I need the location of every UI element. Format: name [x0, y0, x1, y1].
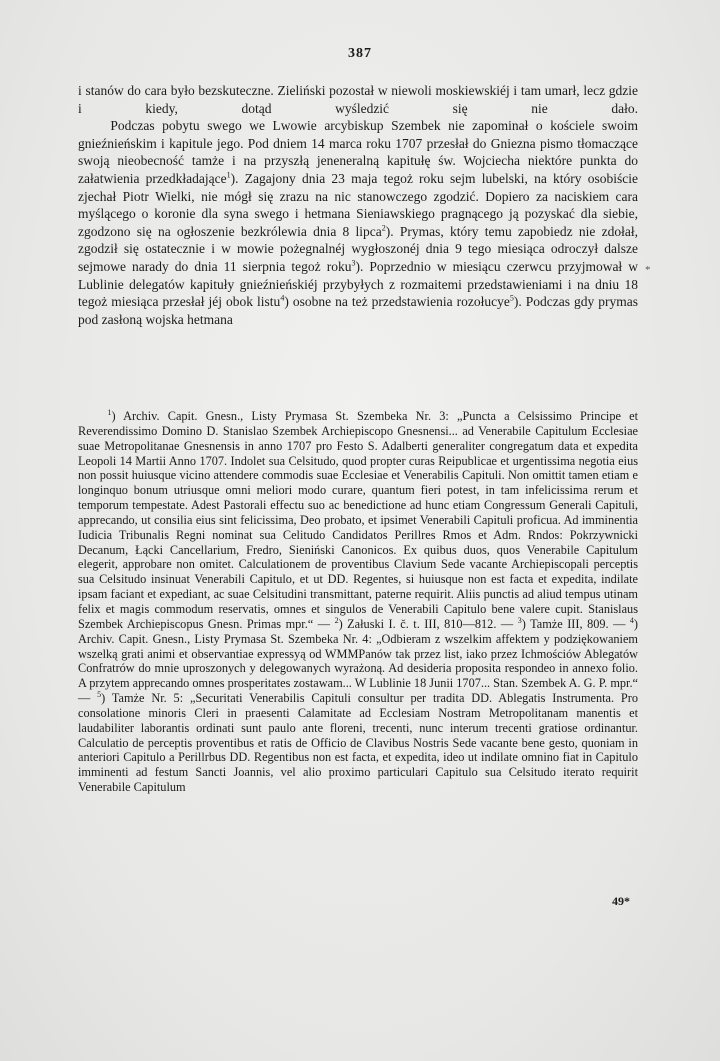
- footnote-2-mark: 2: [334, 615, 339, 625]
- footnote-5-text: ) Tamże Nr. 5: „Securitati Venerabilis Capituli consultur per tradita DD. Ablegatis Instrumenta. Pro consolatione minoris Cleri in praesenti Calamitate ad Ecclesiam Nostram Metropolitanam manentis et laudabiliter laborantis ordinati sunt paulo ante floreni, trecenti, nunc interum trecenti gratiose ordinantur. Calculatio de perceptis proventibus et ratis de Officio de Clavibus Nostris Sede vacante bene gesto, quoniam in anteriori Capitulo a Perillrbus DD. Regentibus non est facta, et expedita, ideo ut indilate omnino fiat in Capitulo imminenti ad festum Sancti Joannis, vel alio proximo particulari Capitulo sua Celsitudo iterato requirit Venerabile Capitulum: [78, 691, 638, 795]
- main-paragraph-2-part-f: ). Podczas gdy prymas pod zasłoną wojska hetmana: [78, 294, 638, 327]
- footnote-1-text: ) Archiv. Capit. Gnesn., Listy Prymasa St. Szembeka Nr. 3: „Puncta a Celsissimo Principe et Reverendissimo Domino D. Stanislao Szembek Archiepiscopo Gnesnensi... ad Venerabile Capitulum Ecclesiae suae Metropolitanae Gnesnensis in anno 1707 pro Festo S. Adalberti generaliter congregatum data et expedita Leopoli 14 Martii Anno 1707. Indolet sua Celsitudo, quod propter curas Reipublicae et urgentissima negotia eius non possit huiusque vicino attendere commodis suae Ecclesiae et Venerabilis Capituli. Non omittit tamen etiam e longinquo bonum utriusque omni meliori modo curare, quantum fieri potest, in tam infelicissima rerum et temporum tempestate. Adest Pastorali effectu suo ac benedictione ad hunc etiam Congressum Generali Capituli, apprecando, ut consilia eius sint felicissima, Deo probato, et ipsimet Venerabili Capituli proficua. Ad imminentia Iudicia Tribunalis Regni nominat sua Celitudo Candidatos Perillres Rmos et Adm. Rndos: Pokrzywnicki Decanum, Łącki Cancellarium, Fredro, Sieniński Canonicos. Ex quibus duos, quos Venerabile Capitulum elegerit, approbare non omitet. Calculationem de proventibus Clavium Sede vacante Archiepiscopali perceptis sua Celsitudo insinuat Venerabili Capitulo, et ut DD. Regentes, si huiusque non est facta et expedita, indilate ipsam faciant et expediant, ac suae Celsitudini transmittant, paterne requirit. Aliis punctis ad aliud tempus utinam felix et magis commodum reservatis, omnes et singulos de Venerabili Capitulo bene valere cupit. Stanislaus Szembek Archiepiscopus Gnesn. Primas mpr.“ —: [78, 409, 638, 631]
- footnote-1-mark: 1: [107, 407, 112, 417]
- footnote-2-text: ) Załuski I. č. t. III, 810—812. —: [338, 616, 514, 631]
- footnote-ref-5: 5: [509, 293, 514, 303]
- main-paragraph-2-part-d: ). Poprzednio w miesiącu czerwcu przyjmował w Lublinie delegatów kapituły gnieźnieńskiéj przybyłych z rozmaitemi przedstawieniami i na dniu 18 tegoż miesiąca przesłał jéj obok listu: [78, 258, 638, 310]
- footnote-5-mark: 5: [97, 689, 102, 699]
- footnote-3-mark: 3: [517, 615, 522, 625]
- main-paragraph-2: [78, 117, 638, 328]
- main-paragraph-2-part-e: ) osobne na też przedstawienia rozołucye: [284, 294, 510, 310]
- signature-mark: 49*: [612, 894, 630, 908]
- margin-star-mark: *: [645, 264, 651, 276]
- page-number: 387: [348, 46, 372, 61]
- main-paragraph-1: [78, 82, 638, 117]
- footnote-ref-2: 2: [381, 223, 386, 233]
- main-paragraph-1-text: i stanów do cara było bezskuteczne. Zieliński pozostał w niewoli moskiewskiéj i tam umarł, lecz gdzie i kiedy, dotąd wyśledzić się nie dało.: [78, 83, 638, 116]
- footnote-ref-3: 3: [351, 258, 356, 268]
- footnote-4-mark: 4: [629, 615, 634, 625]
- main-paragraph-2-part-c: ). Prymas, który temu zapobiedz nie zdołał, zgodził się ostatecznie i w mowie pożegnalnéj wygłoszonéj dnia 9 tego miesiąca odroczył dalsze sejmowe narady do dnia 11 sierpnia tegoż roku: [78, 223, 638, 274]
- footnote-3-text: ) Tamże III, 809. —: [521, 616, 626, 631]
- footnotes-paragraph: [78, 409, 638, 795]
- main-text-block: [78, 82, 638, 328]
- footnote-ref-1: 1: [226, 170, 231, 180]
- main-paragraph-2-part-b: ). Zagajony dnia 23 maja tegoż roku sejm lubelski, na który osobiście zjechał Piotr Wielki, nie mógł się zrazu na nic stanowczego zgodzić. Dopiero za naciskiem cara myślącego o koronie dla syna swego i hetmana Sieniawskiego pragnącego ją pozyskać dla siebie, zgodzono się na ogłoszenie bezkrólewia dnia 8 lipca: [78, 170, 639, 239]
- footnote-ref-4: 4: [280, 293, 285, 303]
- main-paragraph-2-part-a: Podczas pobytu swego we Lwowie arcybiskup Szembek nie zapominał o kościele swoim gnieźnieńskim i kapitule jego. Pod dniem 14 marca roku 1707 przesłał do Gniezna pismo tłomaczące swoją nieobecność tamże i na przyszłą jeneneralną kapitułę św. Wojciecha niektóre punkta do załatwienia przedkładające: [78, 118, 638, 186]
- footnote-4-text: ) Archiv. Capit. Gnesn., Listy Prymasa St. Szembeka Nr. 4: „Odbieram z wszelkim affektem y podziękowaniem wszelką grati animi et observantiae expressyą od WMMPanów tak przez list, iako przez Ichmościów Ablegatów Confratrów do mnie uproszonych y delegowanych wyrażoną. Ad desideria proposita respondeo in annexo folio. A przytem apprecando omnes prosperitates zostawam... W Lublinie 18 Junii 1707... Stan. Szembek A. G. P. mpr.“ —: [78, 616, 639, 706]
- footnotes-block: [78, 409, 638, 795]
